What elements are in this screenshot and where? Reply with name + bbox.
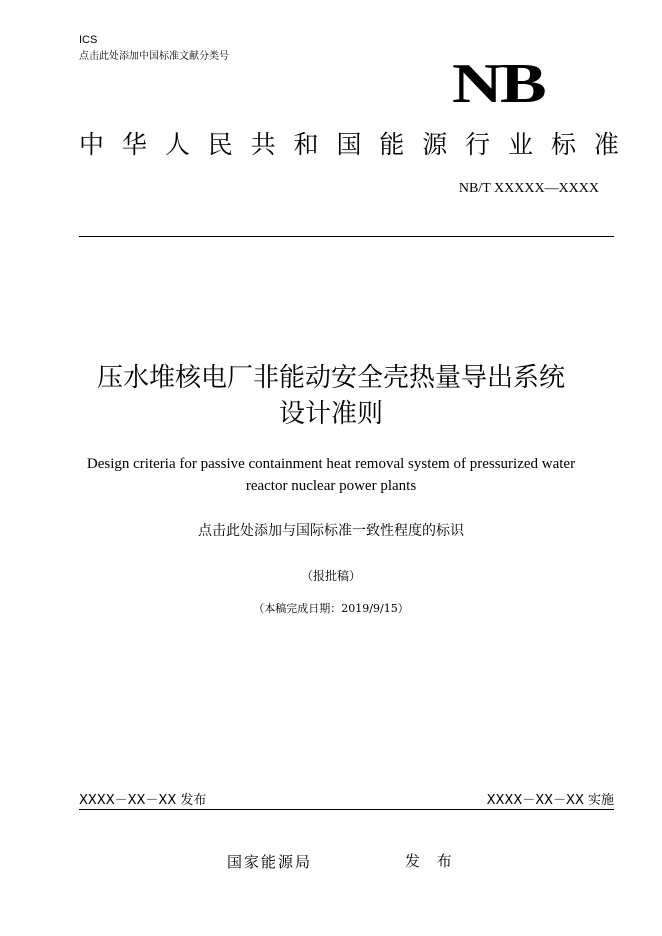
org-char: 和 <box>293 130 319 159</box>
nb-logo: NB <box>452 53 545 115</box>
title-cn-line1: 压水堆核电厂非能动安全壳热量导出系统 <box>96 363 565 393</box>
consistency-placeholder[interactable]: 点击此处添加与国际标准一致性程度的标识 <box>198 523 464 539</box>
classification-placeholder[interactable]: 点击此处添加中国标准文献分类号 <box>79 51 229 62</box>
standard-code: NB/T XXXXX—XXXX <box>458 181 599 196</box>
org-char: 人 <box>164 130 190 159</box>
issue-label: 发 布 <box>405 852 458 870</box>
org-char: 源 <box>422 130 448 159</box>
title-cn-line2: 设计准则 <box>278 399 383 429</box>
org-char: 民 <box>207 130 233 159</box>
implement-date: XXXX－XX－XX 实施 <box>486 793 614 808</box>
org-char: 标 <box>550 130 576 159</box>
org-char: 中 <box>79 130 105 159</box>
issuing-authority: 国家能源局 <box>227 853 313 871</box>
publish-date: XXXX－XX－XX 发布 <box>79 793 207 808</box>
organization-name <box>79 128 619 162</box>
title-en-line1: Design criteria for passive containment heat removal system of pressurized water <box>86 456 576 472</box>
org-char: 业 <box>508 130 534 159</box>
org-char: 行 <box>465 130 491 159</box>
org-char: 国 <box>336 130 362 159</box>
org-char: 准 <box>593 130 619 159</box>
ics-label: ICS <box>79 34 98 46</box>
header-divider <box>79 236 614 237</box>
org-char: 华 <box>121 130 147 159</box>
org-char: 共 <box>250 130 276 159</box>
completion-date: （本稿完成日期：2019/9/15） <box>253 602 409 615</box>
title-en-line2: reactor nuclear power plants <box>245 478 417 494</box>
org-char: 能 <box>379 130 405 159</box>
footer-divider <box>79 809 614 810</box>
draft-stage: （报批稿） <box>300 569 361 583</box>
